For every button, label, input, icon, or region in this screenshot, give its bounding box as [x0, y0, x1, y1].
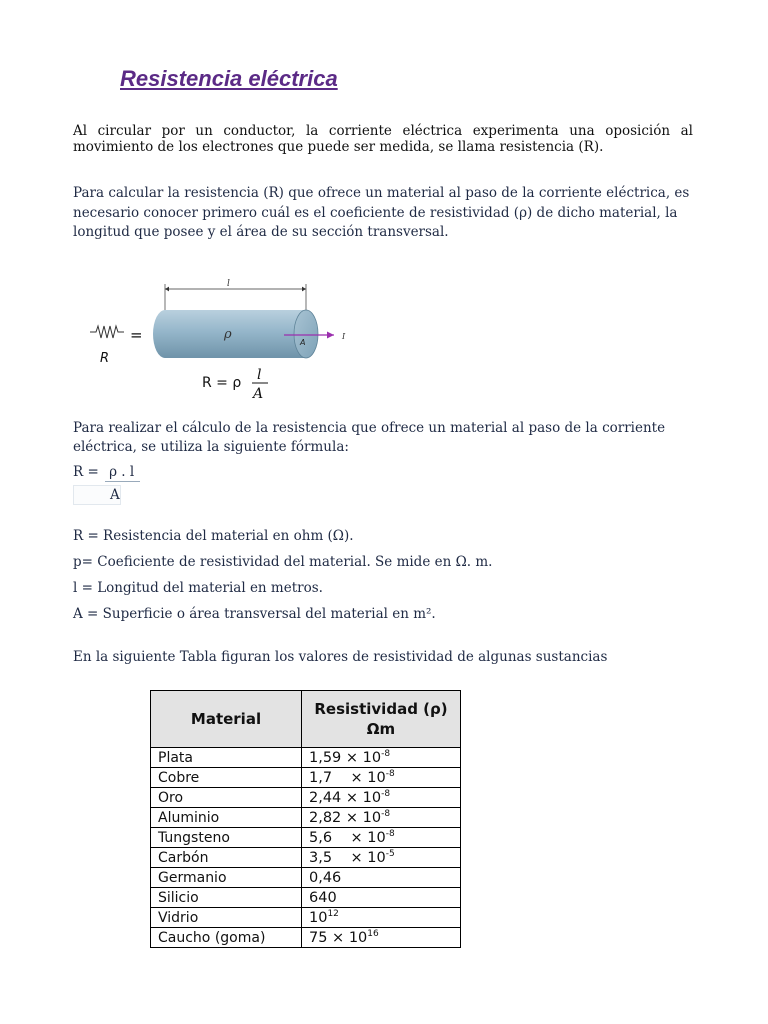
formula-numerator: ρ . l: [105, 464, 140, 482]
formula-lhs: R =: [73, 464, 99, 480]
material-cell: Caucho (goma): [151, 928, 302, 948]
resistivity-mantissa: 1,59 × 10: [309, 749, 382, 766]
calc-paragraph: Para calcular la resistencia (R) que ofrece un material al paso de la corriente eléctrica, es necesario conocer primero cuál es el coeficiente de resistividad (ρ) de dicho material, la longitud que posee y el área de su sección transversal.: [73, 185, 690, 240]
formula-denominator: A: [110, 487, 120, 503]
resistivity-exponent: -8: [381, 789, 391, 800]
table-body: [151, 748, 461, 948]
resistivity-exponent: 12: [327, 909, 339, 920]
resistivity-mantissa: 75 × 10: [309, 929, 368, 946]
resistivity-cell: [302, 888, 461, 908]
resistivity-mantissa: 0,46: [309, 869, 342, 886]
header-material: Material: [151, 691, 302, 748]
area-label: A: [300, 338, 306, 347]
conductor-diagram: [88, 272, 363, 402]
diagram-formula-denominator: A: [253, 386, 264, 402]
cylinder-body: [165, 310, 306, 358]
resistor-label: R: [100, 351, 110, 366]
table-row: [151, 808, 461, 828]
resistivity-mantissa: 10: [309, 909, 328, 926]
resistivity-mantissa: 640: [309, 889, 337, 906]
material-cell: Plata: [151, 748, 302, 768]
table-row: [151, 868, 461, 888]
material-cell: Tungsteno: [151, 828, 302, 848]
formula-denominator-box: [73, 485, 121, 505]
cylinder-left-end: [153, 310, 177, 358]
header-resistivity: [302, 691, 461, 748]
resistivity-mantissa: 2,82 × 10: [309, 809, 382, 826]
resistivity-cell: [302, 808, 461, 828]
resistivity-exponent: -8: [381, 749, 391, 760]
header-resistivity-unit: Ωm: [366, 720, 396, 738]
material-cell: Aluminio: [151, 808, 302, 828]
header-resistivity-label: Resistividad (ρ): [314, 700, 448, 718]
table-row: [151, 848, 461, 868]
table-row: [151, 908, 461, 928]
resistivity-cell: [302, 748, 461, 768]
page-title: Resistencia eléctrica: [120, 66, 338, 91]
intro-paragraph: Al circular por un conductor, la corriente eléctrica experimenta una oposición al movimiento de los electrones que puede ser medida, se llama resistencia (R).: [73, 123, 693, 155]
cylinder-cross-section: [294, 310, 318, 358]
equals-sign: =: [130, 326, 143, 344]
resistivity-exponent: -8: [385, 769, 395, 780]
definition-l: l = Longitud del material en metros.: [73, 580, 323, 596]
formula-intro: Para realizar el cálculo de la resistencia que ofrece un material al paso de la corriente eléctrica, se utiliza la siguiente fórmula:: [73, 420, 666, 455]
diagram-formula-numerator: l: [257, 367, 262, 383]
resistivity-cell: [302, 788, 461, 808]
definition-p: p= Coeficiente de resistividad del material. Se mide en Ω. m.: [73, 554, 493, 570]
material-cell: Carbón: [151, 848, 302, 868]
material-cell: Germanio: [151, 868, 302, 888]
resistivity-cell: [302, 848, 461, 868]
resistivity-cell: [302, 868, 461, 888]
resistivity-mantissa: 2,44 × 10: [309, 789, 382, 806]
table-row: [151, 888, 461, 908]
diagram-formula-lhs: R = ρ: [202, 375, 242, 391]
formula-numerator-line: [73, 464, 140, 480]
resistivity-exponent: 16: [367, 929, 379, 940]
definition-r: R = Resistencia del material en ohm (Ω).: [73, 528, 354, 544]
resistivity-cell: [302, 828, 461, 848]
material-cell: Vidrio: [151, 908, 302, 928]
table-header-row: [151, 691, 461, 748]
table-row: [151, 748, 461, 768]
resistivity-exponent: -8: [385, 829, 395, 840]
resistivity-exponent: -8: [381, 809, 391, 820]
material-cell: Oro: [151, 788, 302, 808]
table-row: [151, 768, 461, 788]
current-label: I: [342, 332, 346, 341]
resistor-symbol: [90, 326, 124, 338]
resistivity-cell: [302, 928, 461, 948]
material-cell: Cobre: [151, 768, 302, 788]
resistivity-cell: [302, 908, 461, 928]
resistivity-cell: [302, 768, 461, 788]
table-intro: En la siguiente Tabla figuran los valores de resistividad de algunas sustancias: [73, 649, 608, 665]
resistivity-mantissa: 1,7 × 10: [309, 769, 386, 786]
table-row: [151, 828, 461, 848]
material-cell: Silicio: [151, 888, 302, 908]
table-row: [151, 928, 461, 948]
resistivity-table: [150, 690, 461, 948]
resistivity-mantissa: 3,5 × 10: [309, 849, 386, 866]
length-label: l: [227, 279, 230, 289]
table-row: [151, 788, 461, 808]
resistivity-mantissa: 5,6 × 10: [309, 829, 386, 846]
resistivity-exponent: -5: [385, 849, 395, 860]
rho-label: ρ: [224, 327, 232, 342]
definition-a: A = Superficie o área transversal del material en m².: [73, 606, 436, 622]
